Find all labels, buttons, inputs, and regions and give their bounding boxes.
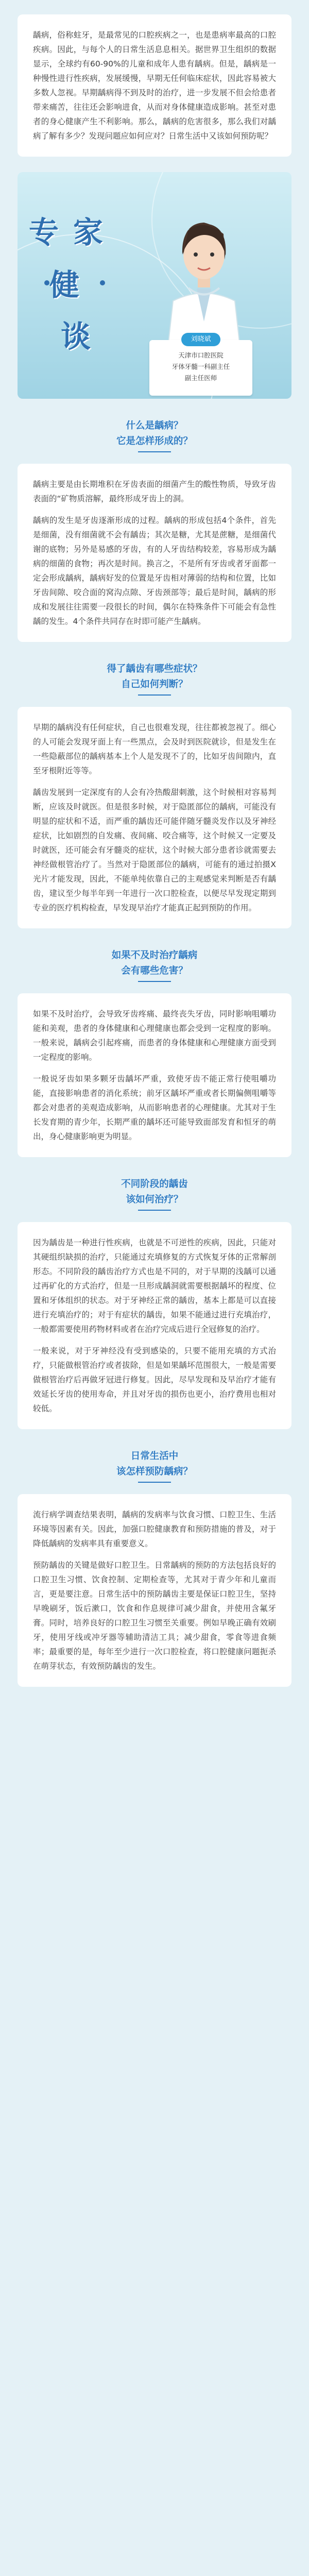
- section-card: [18, 1494, 291, 1687]
- heading-underline: [138, 1210, 171, 1211]
- section-heading: [0, 948, 309, 982]
- section-paragraph: 因为龋齿是一种进行性疾病，也就是不可逆性的疾病，因此，只能对其硬组织缺损的治疗，只能通过充填修复的方式恢复牙体的正常解剖形态。不同阶段的龋齿治疗方式也是不同的，对于早期的浅龋可以通过再矿化的方式治疗，但是一旦形成龋洞就需要根据龋坏的程度、位置和牙体组织的状态。对于牙神经正常的龋齿，基本上都是可以直接进行充填治疗的；对于有症状的龋齿，如果不能通过进行充填治疗，一般都需要使用药物材料或者在治疗完成后进行全冠修复的治疗。: [33, 1238, 276, 1334]
- doctor-department: 牙体牙髓一科副主任: [171, 363, 230, 370]
- heading-underline: [138, 981, 171, 982]
- heading-underline: [138, 451, 171, 452]
- section-heading-line: 该如何治疗？: [126, 1194, 183, 1205]
- intro-card: [18, 14, 291, 157]
- section-paragraph: 一般来说，对于牙神经没有受到感染的，只要不能用充填的方式治疗，只能做根管治疗或者拔除，但是如果龋坏范围很大，一般是需要做根管治疗后再做牙冠进行修复。因此，尽早发现和及早治疗才能有效延长牙齿的使用寿命，并且对牙齿的损伤也更小，治疗费用也相对较低。: [33, 1346, 276, 1413]
- doctor-title: 副主任医师: [184, 374, 217, 382]
- section-paragraph: 如果不及时治疗，会导致牙齿疼痛、最终丧失牙齿，同时影响咀嚼功能和美观，患者的身体健康和心理健康也都会受到一定程度的影响。一般来说，龋病会引起疼痛，而患者的身体健康和心理健康方面受到一定程度的影响。: [33, 1009, 276, 1062]
- banner-char: 家: [73, 215, 104, 250]
- section-card: [18, 707, 291, 928]
- section-heading-line: 什么是龋病？: [126, 420, 183, 431]
- article-page: [0, 14, 309, 2576]
- section-heading-line: 自己如何判断？: [121, 679, 188, 690]
- section-heading: [0, 418, 309, 452]
- section-heading-line: 该怎样预防龋病？: [116, 1466, 193, 1477]
- banner-char: 专: [29, 215, 59, 250]
- banner-char: 谈: [61, 319, 91, 354]
- doctor-portrait: [152, 198, 255, 347]
- section-heading-line: 会有哪些危害？: [121, 965, 188, 976]
- intro-paragraph: 龋病，俗称蛀牙，是最常见的口腔疾病之一，也是患病率最高的口腔疾病。因此，与每个人的日常生活息息相关。据世界卫生组织的数据显示，全球约有60-90%的儿童和成年人患有龋病。但是，龋病是一种慢性进行性疾病，发展缓慢，早期无任何临床症状，因此容易被大多数人忽视。早期龋病得不到及时的治疗，进一步发展不但会给患者带来痛苦，往往还会影响进食，从而对身体健康造成影响。甚至对患者的身心健康产生不利影响。那么，龋病的危害很多，那么我们对龋病了解有多少？发现问题应如何应对？日常生活中又该如何预防呢？: [33, 30, 276, 141]
- section-card: [18, 993, 291, 1157]
- section-paragraph: 龋病的发生是牙齿逐渐形成的过程。龋病的形成包括4个条件，首先是细菌，没有细菌就不会有龋齿；其次是糖，尤其是蔗糖，是细菌代谢的底物；另外是易感的牙齿，有的人牙齿结构较差，容易形成为龋病的细菌的食物；再次是时间。换言之，不是所有牙齿或者牙面都一定会形成龋病，龋病好发的位置是牙齿相对薄弱的结构和位置，比如牙齿间隙、咬合面的窝沟点隙、牙齿颈部等；最后是时间，龋病的形成和发展往往需要一段很长的时间，偶尔在特殊条件下可能会有急性龋的发生。4个条件共同存在时即可能产生龋病。: [33, 516, 276, 626]
- section-paragraph: 龋病主要是由长期堆积在牙齿表面的细菌产生的酸性物质，导致牙齿表面的“矿物质溶解，最终形成牙齿上的洞。: [33, 480, 276, 503]
- section-paragraph: 流行病学调查结果表明，龋病的发病率与饮食习惯、口腔卫生、生活环境等因素有关。因此，加强口腔健康教育和预防措施的普及，对于降低龋病的发病率具有重要意义。: [33, 1510, 276, 1548]
- heading-underline: [138, 694, 171, 696]
- expert-banner: [18, 172, 291, 399]
- section-heading: [0, 1449, 309, 1483]
- section-heading: [0, 662, 309, 696]
- banner-char: 健: [49, 267, 80, 302]
- section-paragraph: 龋齿发展到一定深度有的人会有冷热酸甜刺激，这个时候相对容易判断，应该及时就医。但是很多时候，对于隐匿部位的龋病，可能没有明显的症状和不适，而严重的龋齿还可能伴随牙髓炎发作以及牙神经症状，比如剧烈的自发痛、夜间痛、咬合痛等，这个时候又一定要及时就医，还可能会有牙髓炎的症状，这个时候大部分患者诊就需要去神经做根管治疗了。当然对于隐匿部位的龋病，可能有的通过拍摄X光片才能发现，因此，不能单纯依靠自己的主观感觉来判断是否有龋齿，建议至少每半年到一年进行一次口腔检查，以便尽早发现定期到专业的医疗机构检查，早发现早治疗才能真正起到预防的作用。: [33, 788, 276, 912]
- section-heading: [0, 1177, 309, 1211]
- doctor-name: 刘晓斌: [181, 333, 220, 346]
- banner-dot: [100, 280, 105, 285]
- section-heading-line: 日常生活中: [130, 1451, 179, 1462]
- section-heading-line: 不同阶段的龋齿: [121, 1179, 188, 1190]
- doctor-hospital: 天津市口腔医院: [178, 351, 224, 359]
- doctor-nameplate: [149, 335, 252, 396]
- section-heading-line: 如果不及时治疗龋病: [111, 950, 198, 961]
- section-heading-line: 它是怎样形成的？: [116, 436, 193, 447]
- banner-dot: [44, 280, 49, 285]
- section-paragraph: 预防龋齿的关键是做好口腔卫生。日常龋病的预防的方法包括良好的口腔卫生习惯、饮食控制、定期检查等，尤其对于青少年和儿童而言，更是要注意。日常生活中的预防龋齿主要是保证口腔卫生，坚持早晚刷牙，饭后漱口，饮食和作息规律可减少甜食，并使用含氟牙膏。同时，培养良好的口腔卫生习惯至关重要。例如早晚正确有效刷牙，使用牙线或冲牙器等辅助清洁工具；减少甜食，零食等进食频率；最重要的是，每年至少进行一次口腔检查，将口腔健康问题扼杀在萌芽状态，有效预防龋齿的发生。: [33, 1561, 276, 1671]
- section-card: [18, 464, 291, 642]
- section-paragraph: 一般说牙齿如果多颗牙齿龋坏严重，致使牙齿不能正常行使咀嚼功能，直接影响患者的消化系统；前牙区龋坏严重或者长期偏侧咀嚼等都会对患者的美观造成影响，从而影响患者的心理健康。尤其对于生长发育期的青少年，长期严重的龋坏还可能导致面部发育和恒牙的萌出，身心健康影响更为明显。: [33, 1074, 276, 1141]
- section-heading-line: 得了龋齿有哪些症状？: [107, 664, 202, 674]
- heading-underline: [138, 1482, 171, 1483]
- section-card: [18, 1222, 291, 1429]
- section-paragraph: 早期的龋病没有任何症状，自己也很难发现，往往都被忽视了。细心的人可能会发现牙面上有一些黑点，会及时到医院就诊，但是发生在一些隐蔽部位的龋病基本上个人是发现不了的，比如牙齿间隙内，直至牙根附近等等。: [33, 723, 276, 775]
